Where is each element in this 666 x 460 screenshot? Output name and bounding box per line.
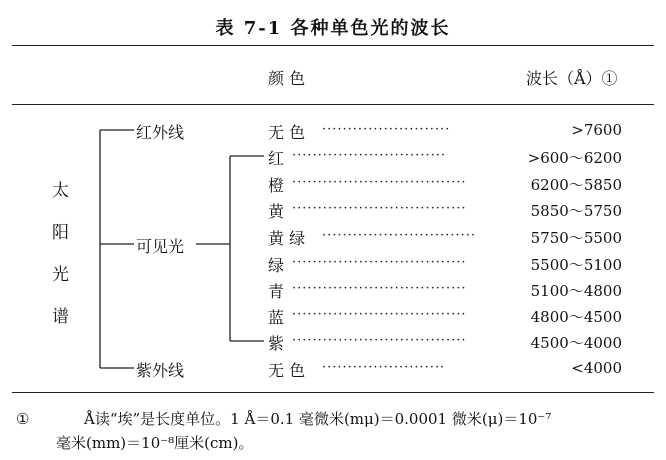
footnote-line-2: 毫米(mm)＝10⁻⁸厘米(cm)。 bbox=[56, 434, 254, 452]
header-wavelength: 波长（Å）① bbox=[526, 69, 618, 88]
row-color-name: 无 色 bbox=[268, 361, 306, 380]
row-color-name: 青 bbox=[268, 282, 285, 301]
branch-infrared: 红外线 bbox=[136, 123, 185, 142]
row-wavelength-value: <4000 bbox=[571, 359, 622, 377]
table-title: 表 7-1 各种单色光的波长 bbox=[215, 18, 451, 39]
row-wavelength-value: 4800～4500 bbox=[530, 308, 622, 326]
branch-ultraviolet: 紫外线 bbox=[136, 361, 185, 380]
row-color-name: 紫 bbox=[268, 334, 285, 353]
branch-visible: 可见光 bbox=[136, 237, 185, 256]
row-leader-dots: ·································· bbox=[292, 255, 467, 270]
row-color-name: 黄 bbox=[268, 202, 285, 221]
row-wavelength-value: 5100～4800 bbox=[530, 282, 622, 300]
row-color-name: 绿 bbox=[268, 256, 285, 275]
row-wavelength-value: 5850～5750 bbox=[530, 202, 622, 220]
row-wavelength-value: 6200～5850 bbox=[530, 176, 622, 194]
side-label-char: 阳 bbox=[52, 223, 69, 243]
side-label-char: 谱 bbox=[52, 307, 69, 327]
row-leader-dots: ·································· bbox=[292, 281, 467, 296]
row-leader-dots: ························ bbox=[322, 360, 446, 375]
row-leader-dots: ······························ bbox=[292, 148, 446, 163]
row-wavelength-value: 5500～5100 bbox=[530, 256, 622, 274]
header-color: 颜 色 bbox=[268, 69, 306, 88]
row-leader-dots: ·································· bbox=[292, 307, 467, 322]
side-label-char: 太 bbox=[52, 181, 69, 201]
side-label-char: 光 bbox=[52, 265, 69, 285]
row-leader-dots: ······························ bbox=[322, 228, 476, 243]
row-color-name: 黄 绿 bbox=[268, 229, 306, 248]
row-color-name: 红 bbox=[268, 149, 285, 168]
row-color-name: 蓝 bbox=[268, 308, 285, 327]
row-color-name: 无 色 bbox=[268, 123, 306, 142]
row-wavelength-value: >7600 bbox=[571, 121, 622, 139]
row-leader-dots: ·································· bbox=[292, 333, 467, 348]
footnote-line-1: Å读“埃”是长度单位。1 Å＝0.1 毫微米(mμ)＝0.0001 微米(μ)＝10⁻⁷ bbox=[84, 410, 552, 428]
row-wavelength-value: 4500～4000 bbox=[530, 334, 622, 352]
row-wavelength-value: >600～6200 bbox=[527, 149, 622, 167]
row-color-name: 橙 bbox=[268, 176, 285, 195]
row-wavelength-value: 5750～5500 bbox=[530, 229, 622, 247]
row-leader-dots: ························· bbox=[322, 122, 451, 137]
row-leader-dots: ·································· bbox=[292, 175, 467, 190]
row-leader-dots: ·································· bbox=[292, 201, 467, 216]
footnote-mark: ① bbox=[16, 410, 30, 428]
